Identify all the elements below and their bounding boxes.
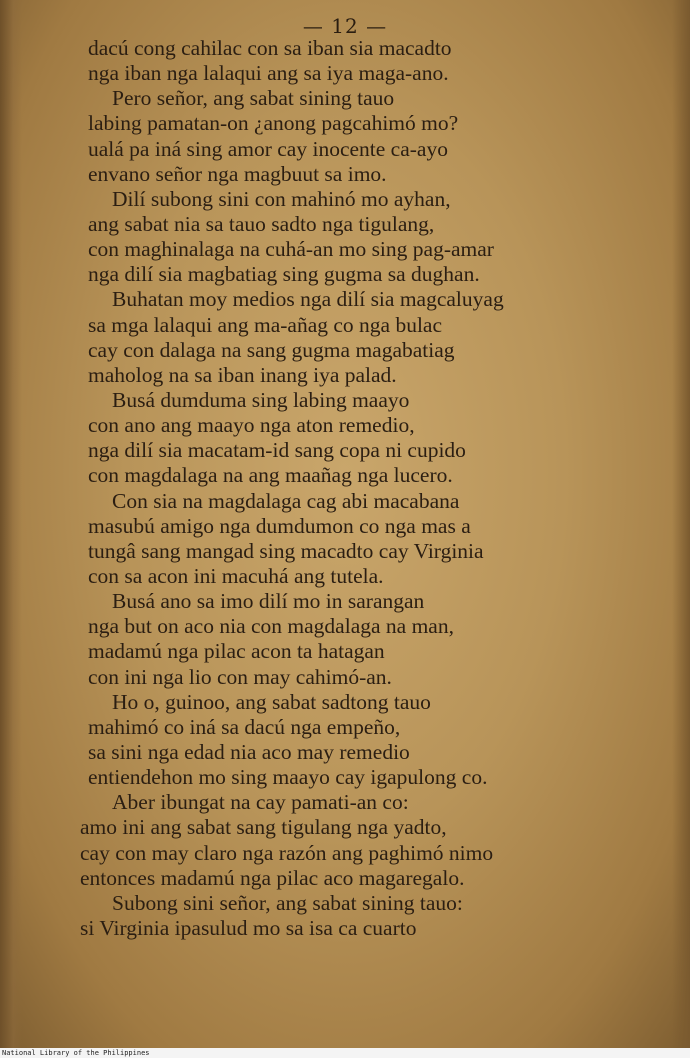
text-line: cay con may claro nga razón ang paghimó nimo: [80, 840, 494, 865]
text-line: dacú cong cahilac con sa iban sia macadto: [88, 36, 452, 60]
text-line: con ini nga lio con may cahimó-an.: [88, 664, 392, 689]
text-line: entonces madamú nga pilac aco magaregalo.: [80, 865, 465, 890]
text-line: Dilí subong sini con mahinó mo ayhan,: [112, 186, 451, 211]
text-line: amo ini ang sabat sang tigulang nga yadto,: [80, 815, 447, 840]
text-line: con sa acon ini macuhá ang tutela.: [88, 563, 384, 588]
page-number: — 12 —: [302, 14, 388, 38]
text-line: si Virginia ipasulud mo sa isa ca cuarto: [80, 915, 417, 940]
text-line: Buhatan moy medios nga dilí sia magcaluyag: [112, 287, 504, 312]
text-line: mahimó co iná sa dacú nga empeño,: [88, 714, 401, 739]
text-line: tungâ sang mangad sing macadto cay Virginia: [88, 538, 484, 563]
text-line: Subong sini señor, ang sabat sining tauo:: [112, 890, 463, 915]
text-line: labing pamatan-on ¿anong pagcahimó mo?: [88, 111, 459, 136]
text-line: maholog na sa iban inang iya palad.: [88, 362, 397, 387]
text-line: sa sini nga edad nia aco may remedio: [88, 739, 410, 764]
text-line: masubú amigo nga dumdumon co nga mas a: [88, 513, 471, 538]
text-line: Busá dumduma sing labing maayo: [112, 387, 410, 412]
text-line: Ho o, guinoo, ang sabat sadtong tauo: [112, 689, 431, 714]
page-edge-right: [672, 0, 690, 1048]
text-line: con ano ang maayo nga aton remedio,: [88, 413, 415, 438]
text-line: Busá ano sa imo dilí mo in sarangan: [112, 589, 425, 614]
text-line: nga iban nga lalaqui ang sa iya maga-ano.: [88, 61, 449, 86]
text-line: Aber ibungat na cay pamati-an co:: [112, 790, 409, 815]
page-edge-left: [0, 0, 22, 1048]
text-line: Con sia na magdalaga cag abi macabana: [112, 488, 460, 513]
text-line: con magdalaga na ang maañag nga lucero.: [88, 463, 453, 488]
footer-credit: National Library of the Philippines: [0, 1048, 690, 1058]
text-line: entiendehon mo sing maayo cay igapulong co.: [88, 765, 488, 790]
text-line: cay con dalaga na sang gugma magabatiag: [88, 337, 455, 362]
text-line: Pero señor, ang sabat sining tauo: [112, 86, 395, 111]
text-line: ualá pa iná sing amor cay inocente ca-ayo: [88, 136, 448, 161]
text-line: madamú nga pilac acon ta hatagan: [88, 639, 385, 664]
text-line: ang sabat nia sa tauo sadto nga tigulang,: [88, 211, 435, 236]
poem-text-block: [80, 36, 600, 941]
text-line: nga but on aco nia con magdalaga na man,: [88, 614, 454, 639]
text-line: con maghinalaga na cuhá-an mo sing pag-amar: [88, 237, 494, 262]
text-line: sa mga lalaqui ang ma-añag co nga bulac: [88, 312, 443, 337]
text-line: nga dilí sia magbatiag sing gugma sa dughan.: [88, 262, 480, 287]
text-line: envano señor nga magbuut sa imo.: [88, 161, 387, 186]
text-line: nga dilí sia macatam-id sang copa ni cupido: [88, 438, 466, 463]
